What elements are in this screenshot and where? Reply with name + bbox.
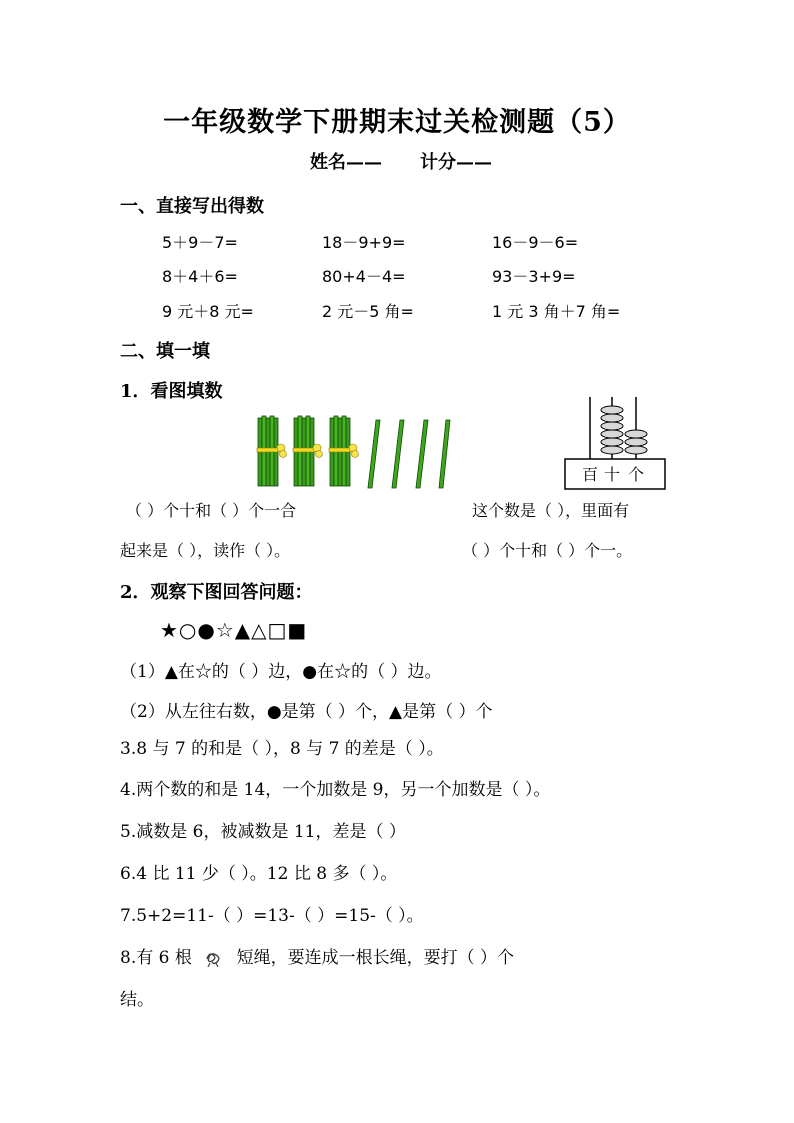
- q1-left-line2: 起来是（ ），读作（ ）。: [120, 541, 291, 560]
- abacus-label-tens: 十: [603, 465, 621, 484]
- calc-item: 18－9+9=: [322, 233, 406, 252]
- q7: 7.5+2=11-（ ）=13-（ ）=15-（ ）。: [120, 906, 424, 926]
- calc-item: 2 元－5 角=: [322, 302, 414, 321]
- rope-icon: [201, 949, 227, 969]
- section1-heading: 一、直接写出得数: [120, 196, 264, 217]
- section2-heading: 二、填一填: [120, 341, 210, 362]
- score-field-label: 计分——: [420, 152, 492, 173]
- q2-sub2: （2）从左往右数，●是第（ ）个，▲是第（ ）个: [120, 702, 493, 722]
- abacus-bead: [625, 438, 647, 446]
- name-field-label: 姓名——: [310, 152, 382, 173]
- q2-title: 2．观察下图回答问题：: [120, 582, 313, 603]
- q1-right-line2: （ ）个十和（ ）个一。: [462, 541, 633, 560]
- calc-item: 1 元 3 角＋7 角=: [492, 302, 621, 321]
- calc-item: 93－3+9=: [492, 267, 576, 286]
- shapes-sequence: ★○●☆▲△□■: [160, 618, 308, 642]
- q8-line2: 结。: [120, 990, 154, 1010]
- calc-item: 5＋9－7=: [162, 233, 238, 252]
- q4: 4.两个数的和是 14，一个加数是 9，另一个加数是（ ）。: [120, 780, 551, 800]
- abacus-bead: [601, 438, 623, 446]
- page-title: 一年级数学下册期末过关检测题（5）: [163, 107, 631, 138]
- q1-right-line1: 这个数是（ ），里面有: [472, 501, 630, 520]
- q1-title: 1．看图填数: [120, 381, 223, 402]
- q6: 6.4 比 11 少（ ）。12 比 8 多（ ）。: [120, 864, 398, 884]
- stick-bundle: [293, 416, 323, 486]
- calc-item: 8＋4＋6=: [162, 267, 238, 286]
- abacus-label-hundreds: 百: [581, 465, 599, 484]
- abacus-bead: [601, 422, 623, 430]
- abacus-bead: [601, 406, 623, 414]
- calc-item: 16－9－6=: [492, 233, 579, 252]
- abacus-bead: [601, 446, 623, 454]
- q8-part1: 8.有 6 根: [120, 948, 192, 968]
- abacus-bead: [601, 430, 623, 438]
- sticks-bundles-image: [252, 414, 452, 490]
- abacus-bead: [601, 414, 623, 422]
- header-fields: [310, 148, 530, 174]
- single-stick: [416, 420, 428, 488]
- abacus-image: [560, 395, 672, 491]
- stick-bundle: [329, 416, 359, 486]
- single-stick: [368, 420, 380, 488]
- calc-item: 9 元＋8 元=: [162, 302, 254, 321]
- single-stick: [392, 420, 404, 488]
- q8-line1: [120, 943, 514, 969]
- q3: 3.8 与 7 的和是（ ），8 与 7 的差是（ ）。: [120, 739, 444, 759]
- abacus-bead: [625, 446, 647, 454]
- q8-part2: 短绳，要连成一根长绳，要打（ ）个: [236, 948, 515, 968]
- abacus-label-ones: 个: [627, 465, 645, 484]
- abacus-bead: [625, 430, 647, 438]
- q5: 5.减数是 6，被减数是 11，差是（ ）: [120, 822, 406, 842]
- calc-item: 80+4－4=: [322, 267, 406, 286]
- single-stick: [439, 420, 450, 488]
- stick-bundle: [257, 416, 287, 486]
- q1-left-line1: （ ）个十和（ ）个一合: [126, 501, 297, 520]
- q2-sub1: （1）▲在☆的（ ）边，●在☆的（ ）边。: [120, 662, 442, 682]
